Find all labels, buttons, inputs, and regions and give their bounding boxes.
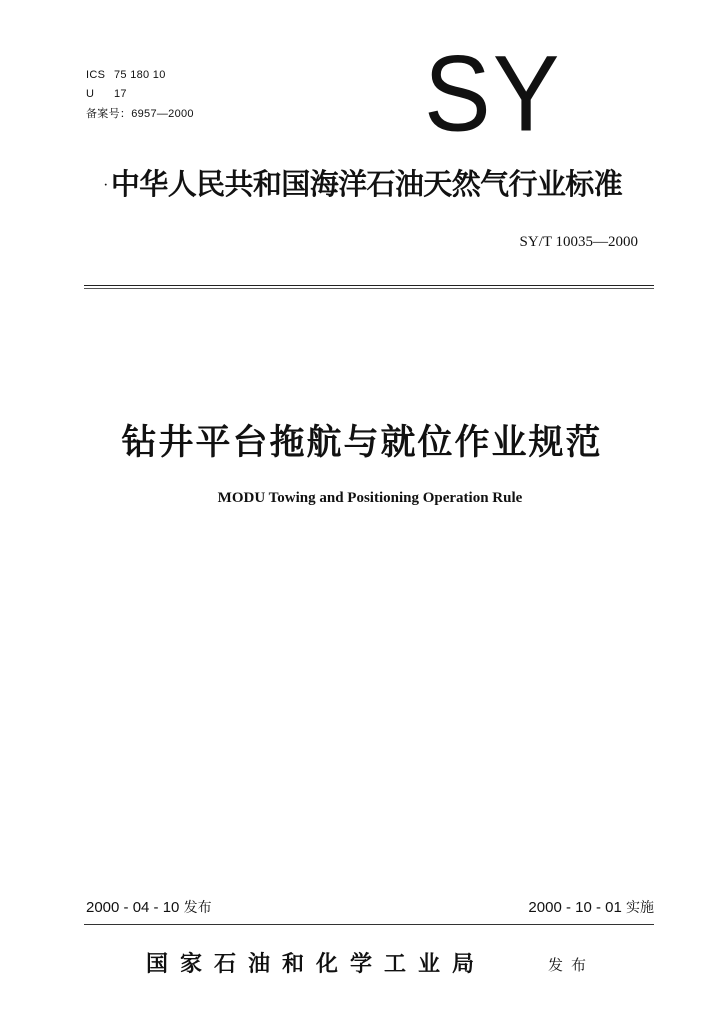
- release-date-value: 2000 - 04 - 10: [86, 899, 180, 916]
- classification-block: [86, 66, 194, 124]
- release-label: 发布: [183, 900, 212, 916]
- ics-label: ICS: [86, 69, 106, 81]
- footer-rule: [84, 924, 654, 925]
- ics-value: 75 180 10: [114, 69, 166, 81]
- release-date: [86, 898, 212, 918]
- header-rule-secondary: [84, 288, 654, 289]
- document-title: 钻井平台拖航与就位作业规范: [121, 423, 603, 463]
- record-row: [86, 104, 194, 124]
- record-label: 备案号：: [86, 107, 132, 120]
- u-row: [86, 85, 194, 104]
- implement-label: 实施: [626, 900, 654, 916]
- implement-date: [528, 898, 654, 918]
- header-rule: [84, 285, 654, 286]
- bullet-mark: ·: [104, 180, 107, 191]
- org-title-text: 中华人民共和国海洋石油天然气行业标准: [110, 167, 623, 201]
- implement-date-value: 2000 - 10 - 01: [528, 899, 622, 916]
- document-subtitle-english: MODU Towing and Positioning Operation Rule: [217, 490, 523, 506]
- issuing-action: 发布: [548, 956, 595, 974]
- u-label: U: [86, 88, 95, 100]
- sy-logo: SY: [424, 33, 562, 155]
- record-value: 6957—2000: [131, 108, 194, 120]
- issuing-authority: 国家石油和化学工业局: [146, 951, 487, 977]
- ics-row: [86, 66, 194, 85]
- standard-code: SY/T 10035—2000: [519, 234, 638, 250]
- u-value: 17: [114, 88, 127, 100]
- org-title: [104, 164, 644, 206]
